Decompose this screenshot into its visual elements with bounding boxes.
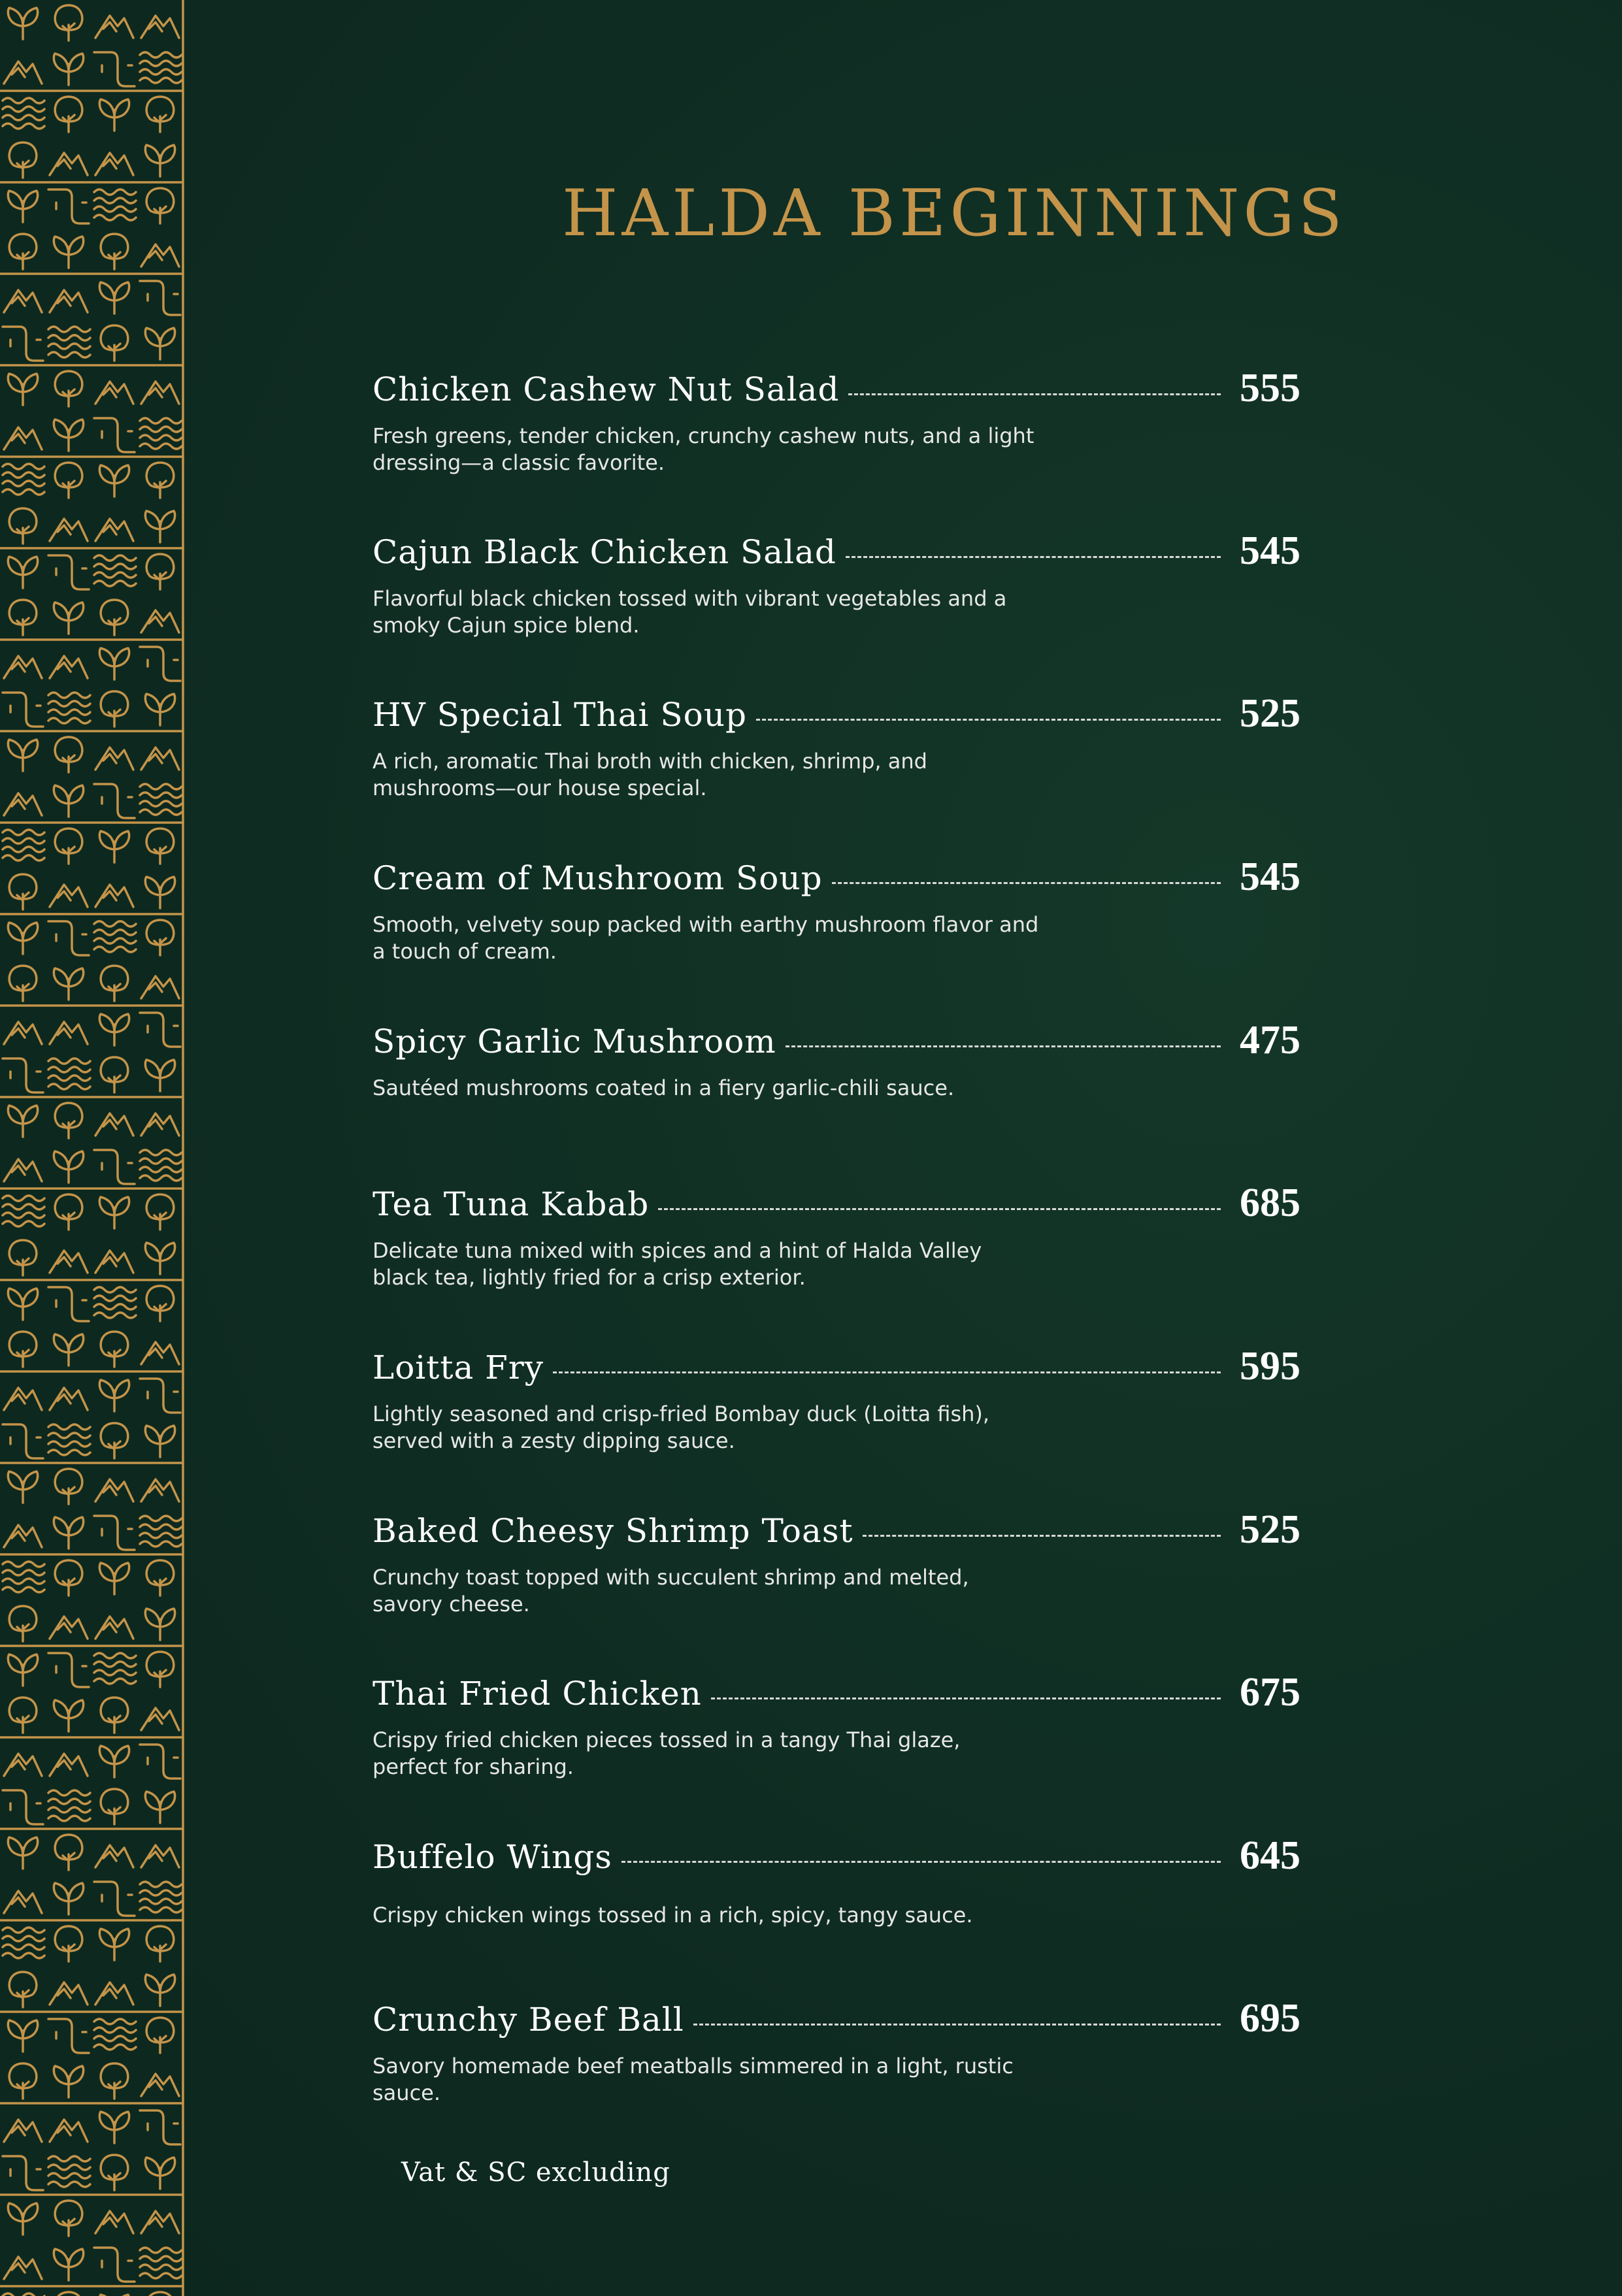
menu-item	[372, 1667, 1300, 1830]
menu-item	[372, 1504, 1300, 1667]
menu-item-description: Fresh greens, tender chicken, crunchy cashew nuts, and a light dressing—a classic favorite.	[372, 423, 1034, 475]
menu-item-description: Delicate tuna mixed with spices and a hint of Halda Valley black tea, lightly fried for a crisp exterior.	[372, 1238, 982, 1290]
dotted-leader	[863, 1535, 1221, 1537]
menu-item-name: Cream of Mushroom Soup	[372, 859, 823, 897]
menu-item-description: Crispy chicken wings tossed in a rich, spicy, tangy sauce.	[372, 1903, 973, 1927]
dotted-leader	[786, 1045, 1221, 1047]
menu-item-name: HV Special Thai Soup	[372, 696, 747, 734]
menu-item-name: Spicy Garlic Mushroom	[372, 1023, 776, 1060]
decorative-pattern-border	[0, 0, 184, 2296]
menu-item-price: 675	[1240, 1670, 1300, 1714]
menu-item-name: Tea Tuna Kabab	[372, 1185, 650, 1223]
dotted-leader	[846, 556, 1221, 558]
menu-item	[372, 1993, 1300, 2156]
dotted-leader	[621, 1861, 1221, 1863]
menu-item	[372, 1177, 1300, 1341]
dotted-leader	[711, 1697, 1221, 1699]
dotted-leader	[756, 719, 1221, 721]
menu-item	[372, 1341, 1300, 1504]
menu-item-price: 645	[1240, 1833, 1300, 1878]
menu-item-description: Sautéed mushrooms coated in a fiery garlic-chili sauce.	[372, 1075, 955, 1100]
menu-item-name: Cajun Black Chicken Salad	[372, 533, 836, 571]
menu-item-description: Crispy fried chicken pieces tossed in a tangy Thai glaze, perfect for sharing.	[372, 1728, 961, 1779]
menu-item-price: 685	[1240, 1181, 1300, 1225]
menu-item-name: Thai Fried Chicken	[372, 1675, 702, 1713]
menu-item	[372, 363, 1300, 526]
menu-item-name: Baked Cheesy Shrimp Toast	[372, 1512, 853, 1550]
menu-item-description: Crunchy toast topped with succulent shrimp and melted, savory cheese.	[372, 1565, 969, 1616]
menu-item-name: Buffelo Wings	[372, 1838, 612, 1876]
menu-item	[372, 525, 1300, 689]
dotted-leader	[658, 1208, 1221, 1210]
menu-item-price: 545	[1240, 529, 1300, 573]
dotted-leader	[553, 1371, 1221, 1373]
menu-item	[372, 1015, 1300, 1178]
menu-item-description: Flavorful black chicken tossed with vibrant vegetables and a smoky Cajun spice blend.	[372, 586, 1007, 638]
menu-item-description: Lightly seasoned and crisp-fried Bombay duck (Loitta fish), served with a zesty dipping sauce.	[372, 1402, 990, 1453]
menu-item-name: Loitta Fry	[372, 1349, 544, 1386]
tax-note: Vat & SC excluding	[401, 2157, 670, 2188]
menu-title: HALDA BEGINNINGS	[562, 176, 1346, 251]
menu-item-name: Chicken Cashew Nut Salad	[372, 370, 840, 408]
menu-item-name: Crunchy Beef Ball	[372, 2001, 684, 2039]
menu-item-price: 695	[1240, 1996, 1300, 2041]
menu-item-price: 555	[1240, 366, 1300, 410]
menu-item-description: Savory homemade beef meatballs simmered in a light, rustic sauce.	[372, 2054, 1014, 2105]
menu-item-price: 595	[1240, 1344, 1300, 1388]
menu-item	[372, 1830, 1300, 1993]
dotted-leader	[848, 393, 1221, 395]
menu-item-price: 475	[1240, 1018, 1300, 1062]
menu-item-price: 525	[1240, 1507, 1300, 1552]
dotted-leader	[693, 2024, 1221, 2025]
menu-item-price: 545	[1240, 855, 1300, 899]
menu-item-description: Smooth, velvety soup packed with earthy mushroom flavor and a touch of cream.	[372, 912, 1039, 964]
dotted-leader	[832, 882, 1221, 884]
menu-item-price: 525	[1240, 691, 1300, 736]
menu-item	[372, 851, 1300, 1015]
pattern-border-icon	[0, 0, 184, 2296]
menu-item-description: A rich, aromatic Thai broth with chicken, shrimp, and mushrooms—our house special.	[372, 749, 927, 800]
menu-item	[372, 688, 1300, 851]
